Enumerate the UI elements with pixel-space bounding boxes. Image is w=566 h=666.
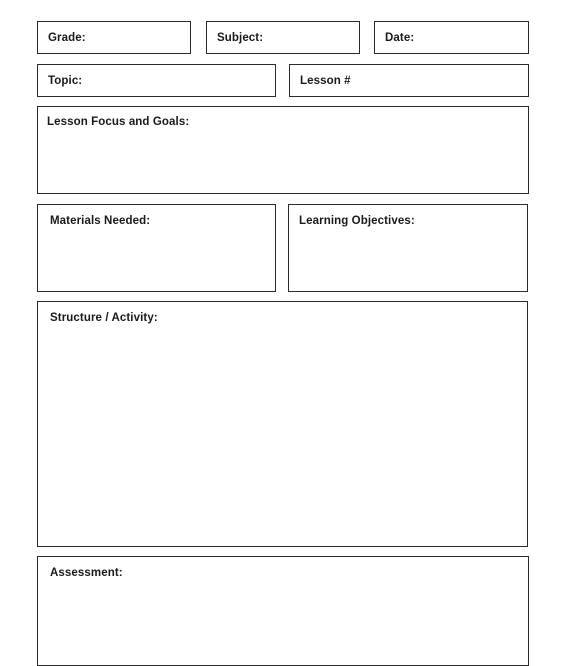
materials-needed-field[interactable] [37,204,276,292]
topic-label: Topic: [48,75,83,87]
lesson-focus-goals-field[interactable] [37,106,529,194]
assessment-field[interactable] [37,556,529,666]
structure-activity-label: Structure / Activity: [50,312,158,324]
assessment-label: Assessment: [50,567,123,579]
grade-label: Grade: [48,32,86,44]
structure-activity-field[interactable] [37,301,528,547]
date-label: Date: [385,32,415,44]
subject-label: Subject: [217,32,264,44]
lesson-number-label: Lesson # [300,75,351,87]
topic-field[interactable] [37,64,276,97]
materials-needed-label: Materials Needed: [50,215,151,227]
date-field[interactable] [374,21,529,54]
learning-objectives-label: Learning Objectives: [299,215,415,227]
lesson-number-field[interactable] [289,64,529,97]
subject-field[interactable] [206,21,360,54]
lesson-focus-goals-label: Lesson Focus and Goals: [47,116,190,128]
learning-objectives-field[interactable] [288,204,528,292]
grade-field[interactable] [37,21,191,54]
